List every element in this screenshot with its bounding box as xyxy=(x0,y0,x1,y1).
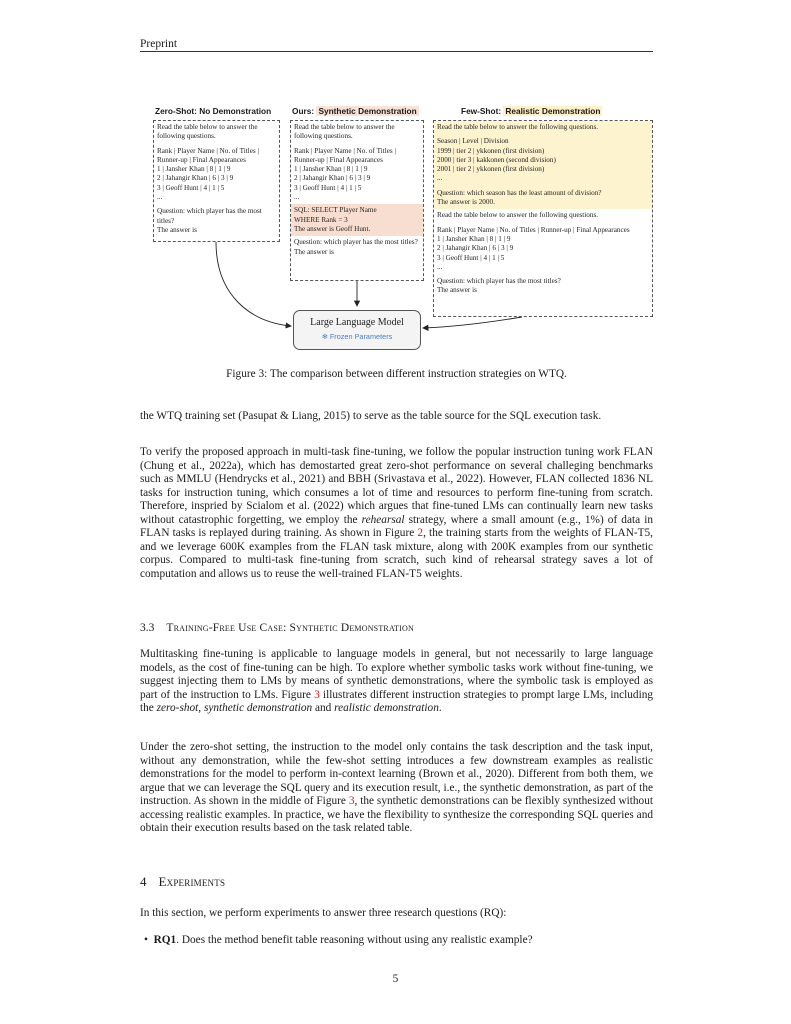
header-rule xyxy=(140,51,653,52)
para-text: , xyxy=(198,702,204,715)
few-shot-demo-line: Season | Level | Division xyxy=(437,137,509,146)
section-number: 4 xyxy=(140,874,147,889)
synthetic-line: 3 | Geoff Hunt | 4 | 1 | 5 xyxy=(294,183,362,192)
sql-line: SQL: SELECT Player Name xyxy=(294,206,377,215)
section-number: 3.3 xyxy=(140,622,155,634)
llm-subtitle-row xyxy=(294,332,420,341)
section-4-heading xyxy=(140,874,225,890)
section-3-3-heading xyxy=(140,622,414,634)
synthetic-prompt-box xyxy=(290,120,424,281)
few-shot-demo-line: 2000 | tier 3 | kakkonen (second division) xyxy=(437,155,556,164)
zero-shot-line: Question: which player has the most titles? xyxy=(157,207,262,225)
figure-caption: Figure 3: The comparison between different instruction strategies on WTQ. xyxy=(226,368,567,380)
paragraph-wtq: the WTQ training set (Pasupat & Liang, 2015) to serve as the table source for the SQL execution task. xyxy=(140,410,602,422)
figure-reference-link[interactable]: 2 xyxy=(417,527,424,540)
zero-shot-prompt-box xyxy=(153,120,280,242)
few-shot-task-line: Read the table below to answer the following questions. xyxy=(437,211,599,220)
paragraph-experiments-intro: In this section, we perform experiments to answer three research questions (RQ): xyxy=(140,907,507,919)
para-text: Multitasking fine-tuning is applicable to language models in general, but not necessarily to large language models, as the cost of fine-tuning can be high. To explore whether symbolic tasks work without fine-tuning, we suggest injecting them to LMs by means of synthetic demonstrations, where the symbolic task is employed as part of the instruction to LMs. Figure xyxy=(140,648,653,701)
large-language-model-box xyxy=(293,310,421,350)
llm-subtitle: Frozen Parameters xyxy=(329,332,393,341)
para-text: To verify the proposed approach in multi-task fine-tuning, we follow the popular instruction tuning work FLAN (Chung et al., 2022a), which has demostarted great zero-shot performance on several challeging benchmarks such as MMLU (Hendrycks et al., 2021) and BBH (Srivastava et al., 2022). However, FLAN collected 1836 NL tasks for instruction tuning, which consumes a lot of time and resources to perform fine-tuning from scratch. Therefore, inspried by Scialom et al. (2022) which argues that fine-tuned LMs can continually learn new tasks without catastrophic forgetting, we employ the xyxy=(140,446,653,526)
synthetic-line: The answer is xyxy=(294,247,334,256)
few-shot-demo-line: Question: which season has the least amount of division? xyxy=(437,188,602,197)
para-emphasis: synthetic demonstration xyxy=(203,702,313,715)
para-emphasis: realistic demonstration xyxy=(334,702,439,715)
few-shot-task-line: 1 | Jansher Khan | 8 | 1 | 9 xyxy=(437,234,511,243)
few-shot-task-line: Question: which player has the most titles? xyxy=(437,277,561,286)
zero-shot-line: 1 | Jansher Khan | 8 | 1 | 9 xyxy=(157,165,231,174)
paragraph-flan xyxy=(140,446,653,581)
figure-reference-link[interactable]: 3 xyxy=(348,795,355,808)
synthetic-heading xyxy=(292,106,419,116)
synthetic-line: Read the table below to answer the following questions. xyxy=(294,123,395,141)
para-emphasis: rehearsal xyxy=(361,513,405,526)
few-shot-demo-line: 2001 | tier 2 | ykkonen (first division) xyxy=(437,165,545,174)
rq1-bullet xyxy=(144,934,533,946)
few-shot-heading-highlight: Realistic Demonstration xyxy=(505,106,601,116)
llm-title: Large Language Model xyxy=(310,317,404,328)
zero-shot-line: 2 | Jahangir Khan | 6 | 3 | 9 xyxy=(157,174,234,183)
few-shot-task-line: The answer is xyxy=(437,286,477,295)
synthetic-line: ... xyxy=(294,193,300,202)
para-text: illustrates different instruction strategies to prompt large LMs, including the xyxy=(140,688,653,715)
para-text: Under the zero-shot setting, the instruction to the model only contains the task description and the task input, without any demonstration, while the few-shot setting introduces a few downstream examples as realistic demonstrations for the model to perform in-context learning (Brown et al., 2020). Different from both them, we argue that we can leverage the SQL query and its execution result, i.e., the synthetic demonstration, as part of the instruction. As shown in the middle of Figure xyxy=(140,741,653,808)
para-text: strategy, where a small amount (e.g., 1%) of data in FLAN tasks is replayed during training. As shown in Figure xyxy=(140,513,653,540)
rq-text: . Does the method benefit table reasoning without using any realistic example? xyxy=(176,934,533,946)
few-shot-realistic-demonstration xyxy=(434,121,652,209)
few-shot-heading xyxy=(461,106,602,116)
para-text: , the training starts from the weights of FLAN-T5, and we leverage 600K examples from the FLAN task mixture, along with 200K examples from our synthetic corpus. Compared to multi-task fine-tuning from scratch, such kind of rehearsal strategy saves a lot of computation and allows us to reuse the well-trained FLAN-T5 weights. xyxy=(140,527,653,580)
synthetic-line: 2 | Jahangir Khan | 6 | 3 | 9 xyxy=(294,174,371,183)
arrow-zero-shot xyxy=(216,242,291,326)
para-text: , the synthetic demonstrations can be flexibly synthesized without accessing realistic examples. In practice, we have the flexibility to synthesize the corresponding SQL queries and obtain their execution results based on the task related table. xyxy=(140,795,653,835)
para-text: and xyxy=(312,702,335,715)
few-shot-demo-line: Read the table below to answer the following questions. xyxy=(437,123,599,131)
sql-line: The answer is Geoff Hunt. xyxy=(294,224,371,233)
few-shot-task-line: ... xyxy=(437,262,443,271)
running-header: Preprint xyxy=(140,38,178,50)
few-shot-prompt-box xyxy=(433,120,653,317)
synthetic-line: Rank | Player Name | No. of Titles | Runner-up | Final Appearances xyxy=(294,146,396,164)
synthetic-heading-highlight: Synthetic Demonstration xyxy=(318,106,417,116)
few-shot-demo-line: ... xyxy=(437,174,443,183)
few-shot-demo-line: 1999 | tier 2 | ykkonen (first division) xyxy=(437,146,545,155)
synthetic-sql-demonstration xyxy=(291,204,423,236)
zero-shot-line: Read the table below to answer the following questions. xyxy=(157,123,258,141)
zero-shot-line: 3 | Geoff Hunt | 4 | 1 | 5 xyxy=(157,183,225,192)
paragraph-zero-shot-setting xyxy=(140,741,653,836)
few-shot-demo-line: The answer is 2000. xyxy=(437,198,495,207)
zero-shot-line: ... xyxy=(157,193,163,202)
synthetic-heading-prefix: Ours: xyxy=(292,106,317,116)
synthetic-line: Question: which player has the most titles? xyxy=(294,238,418,247)
section-title: Training-Free Use Case: Synthetic Demonstration xyxy=(166,622,414,634)
para-text: . xyxy=(438,702,442,715)
zero-shot-heading: Zero-Shot: No Demonstration xyxy=(155,106,272,116)
few-shot-heading-prefix: Few-Shot: xyxy=(461,106,504,116)
synthetic-line: 1 | Jansher Khan | 8 | 1 | 9 xyxy=(294,165,368,174)
paragraph-training-free xyxy=(140,648,653,716)
page-number: 5 xyxy=(392,973,399,985)
figure-reference-link[interactable]: 3 xyxy=(314,688,320,701)
few-shot-task-line: 2 | Jahangir Khan | 6 | 3 | 9 xyxy=(437,244,514,253)
section-title: Experiments xyxy=(158,874,226,889)
arrow-few-shot xyxy=(423,317,522,328)
figure-3 xyxy=(140,100,653,360)
few-shot-task-line: Rank | Player Name | No. of Titles | Runner-up | Final Appearances xyxy=(437,225,630,234)
zero-shot-line: Rank | Player Name | No. of Titles | Runner-up | Final Appearances xyxy=(157,146,259,164)
zero-shot-line: The answer is xyxy=(157,225,197,234)
sql-line: WHERE Rank = 3 xyxy=(294,215,348,224)
para-emphasis: zero-shot xyxy=(156,702,199,715)
rq-label: RQ1 xyxy=(153,934,177,946)
bullet-icon: • xyxy=(144,934,154,946)
few-shot-task-line: 3 | Geoff Hunt | 4 | 1 | 5 xyxy=(437,253,505,262)
snowflake-icon: ❄ xyxy=(321,332,328,341)
